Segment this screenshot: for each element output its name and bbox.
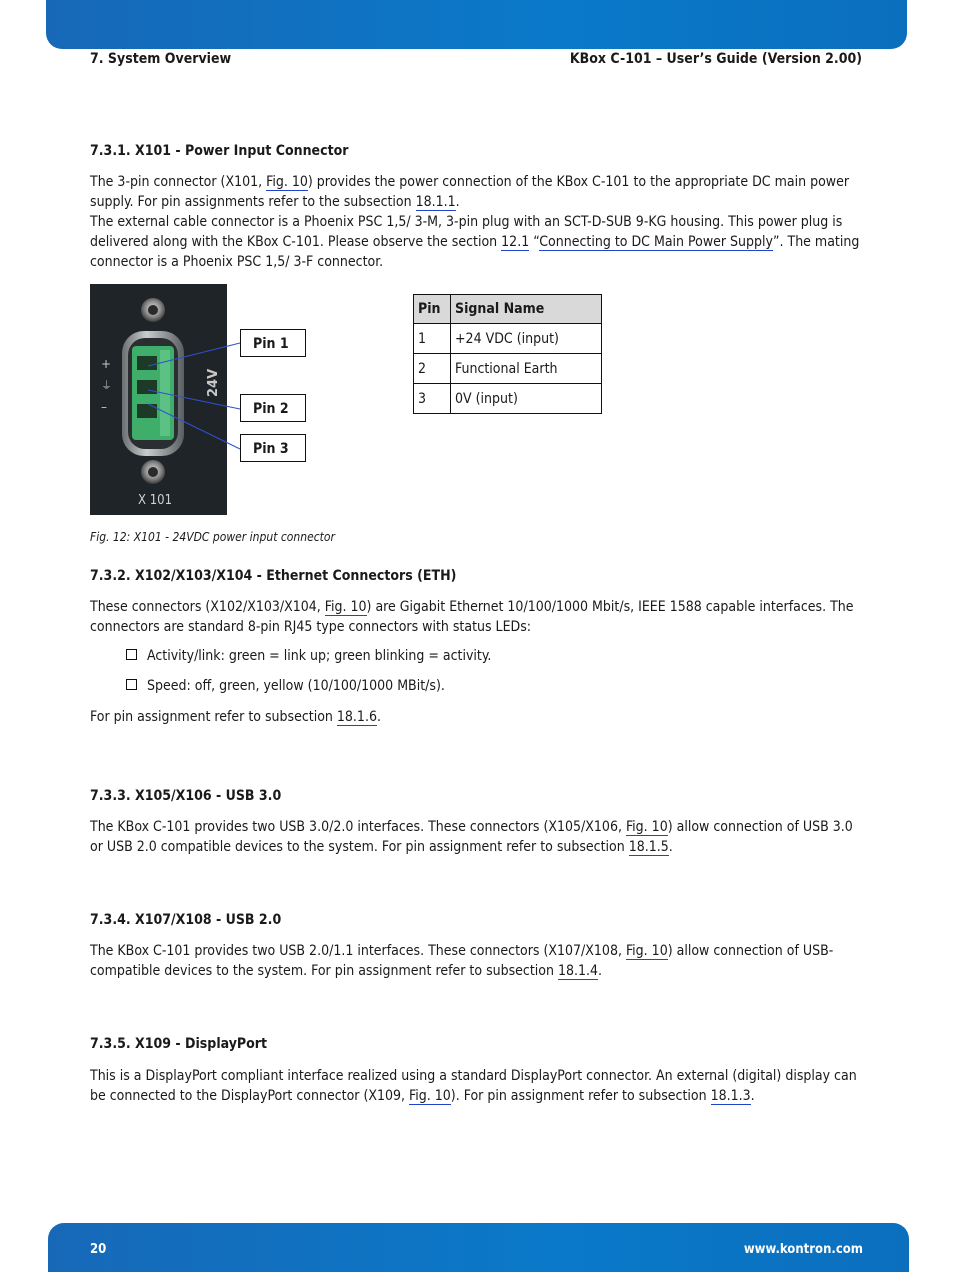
minus-symbol: –: [101, 400, 107, 414]
checkbox-bullet-icon: [126, 679, 137, 690]
header-doc-title: KBox C-101 – User’s Guide (Version 2.00): [569, 51, 862, 67]
table-row: [414, 384, 602, 414]
paragraph-7-3-5: This is a DisplayPort compliant interface realized using a standard DisplayPort connector. An external (digital) display can be connected to the DisplayPort connector (X109, Fig. 10). For pin assignment refer to subsection 18.1.3.: [90, 1068, 857, 1104]
link-fig-10[interactable]: Fig. 10: [625, 819, 668, 835]
table-cell: 2: [414, 354, 451, 384]
link-fig-10[interactable]: Fig. 10: [625, 943, 668, 959]
link-18-1-4[interactable]: 18.1.4: [557, 963, 599, 979]
connector-label: X 101: [138, 493, 173, 508]
paragraph-7-3-3: The KBox C-101 provides two USB 3.0/2.0 interfaces. These connectors (X105/X106, Fig. 10) allow connection of USB 3.0 or USB 2.0 compatible devices to the system. For pin assignment refer to subsection 18.1.5.: [90, 819, 853, 855]
link-18-1-6[interactable]: 18.1.6: [336, 709, 377, 725]
paragraph-7-3-4: The KBox C-101 provides two USB 2.0/1.1 interfaces. These connectors (X107/X108, Fig. 10) allow connection of USB-compatible devices to the system. For pin assignment refer to subsection 18.1.4.: [90, 943, 834, 979]
table-header-signal: Signal Name: [451, 295, 602, 324]
paragraph-7-3-2-pins: For pin assignment refer to subsection 18.1.6.: [90, 709, 381, 725]
heading-7-3-5: 7.3.5. X109 - DisplayPort: [90, 1036, 268, 1052]
checkbox-bullet-icon: [126, 649, 137, 660]
table-cell: 3: [414, 384, 451, 414]
website-link[interactable]: www.kontron.com: [743, 1242, 863, 1257]
heading-7-3-2: 7.3.2. X102/X103/X104 - Ethernet Connectors (ETH): [90, 568, 457, 584]
paragraph-7-3-1: The 3-pin connector (X101, Fig. 10) provides the power connection of the KBox C-101 to the appropriate DC main power supply. For pin assignments refer to the subsection 18.1.1. The external cable connector is a Phoenix PSC 1,5/ 3-M, 3-pin plug with an SCT-D-SUB 9-KG housing. This power plug is delivered along with the KBox C-101. Please observe the section 12.1 “Connecting to DC Main Power Supply”. The mating connector is a Phoenix PSC 1,5/ 3-F connector.: [90, 174, 860, 270]
link-18-1-1[interactable]: 18.1.1: [415, 194, 456, 210]
plus-symbol: +: [101, 357, 112, 371]
table-cell: Functional Earth: [451, 354, 602, 384]
table-header-row: [414, 295, 602, 324]
pin-1-label: Pin 1: [240, 329, 306, 357]
link-12-1[interactable]: 12.1: [501, 234, 530, 250]
list-item: Speed: off, green, yellow (10/100/1000 MBit/s).: [126, 678, 445, 694]
earth-icon: ⏚: [101, 379, 112, 392]
pin-3-label: Pin 3: [240, 434, 306, 462]
table-cell: 0V (input): [451, 384, 602, 414]
link-fig-10[interactable]: Fig. 10: [324, 599, 367, 615]
list-item: Activity/link: green = link up; green blinking = activity.: [126, 648, 491, 664]
header-section: 7. System Overview: [90, 51, 232, 67]
table-cell: +24 VDC (input): [451, 324, 602, 354]
table-cell: 1: [414, 324, 451, 354]
link-fig-10[interactable]: Fig. 10: [266, 174, 308, 190]
link-connecting-dc-power[interactable]: Connecting to DC Main Power Supply: [539, 234, 773, 250]
pin-assignment-table: [413, 294, 602, 414]
figure-caption: Fig. 12: X101 - 24VDC power input connector: [90, 530, 335, 544]
table-row: [414, 324, 602, 354]
voltage-label: 24V: [206, 368, 221, 397]
page-number: 20: [90, 1242, 107, 1257]
paragraph-7-3-2: These connectors (X102/X103/X104, Fig. 10) are Gigabit Ethernet 10/100/1000 Mbit/s, IEEE 1588 capable interfaces. The connectors are standard 8-pin RJ45 type connectors with status LEDs:: [90, 599, 854, 635]
footer-banner: [48, 1223, 909, 1272]
pin-2-label: Pin 2: [240, 394, 306, 422]
heading-7-3-4: 7.3.4. X107/X108 - USB 2.0: [90, 912, 282, 928]
heading-7-3-1: 7.3.1. X101 - Power Input Connector: [90, 143, 349, 159]
link-18-1-5[interactable]: 18.1.5: [628, 839, 669, 855]
link-fig-10[interactable]: Fig. 10: [409, 1088, 451, 1104]
link-18-1-3[interactable]: 18.1.3: [710, 1088, 751, 1104]
heading-7-3-3: 7.3.3. X105/X106 - USB 3.0: [90, 788, 282, 804]
table-row: [414, 354, 602, 384]
table-header-pin: Pin: [414, 295, 451, 324]
